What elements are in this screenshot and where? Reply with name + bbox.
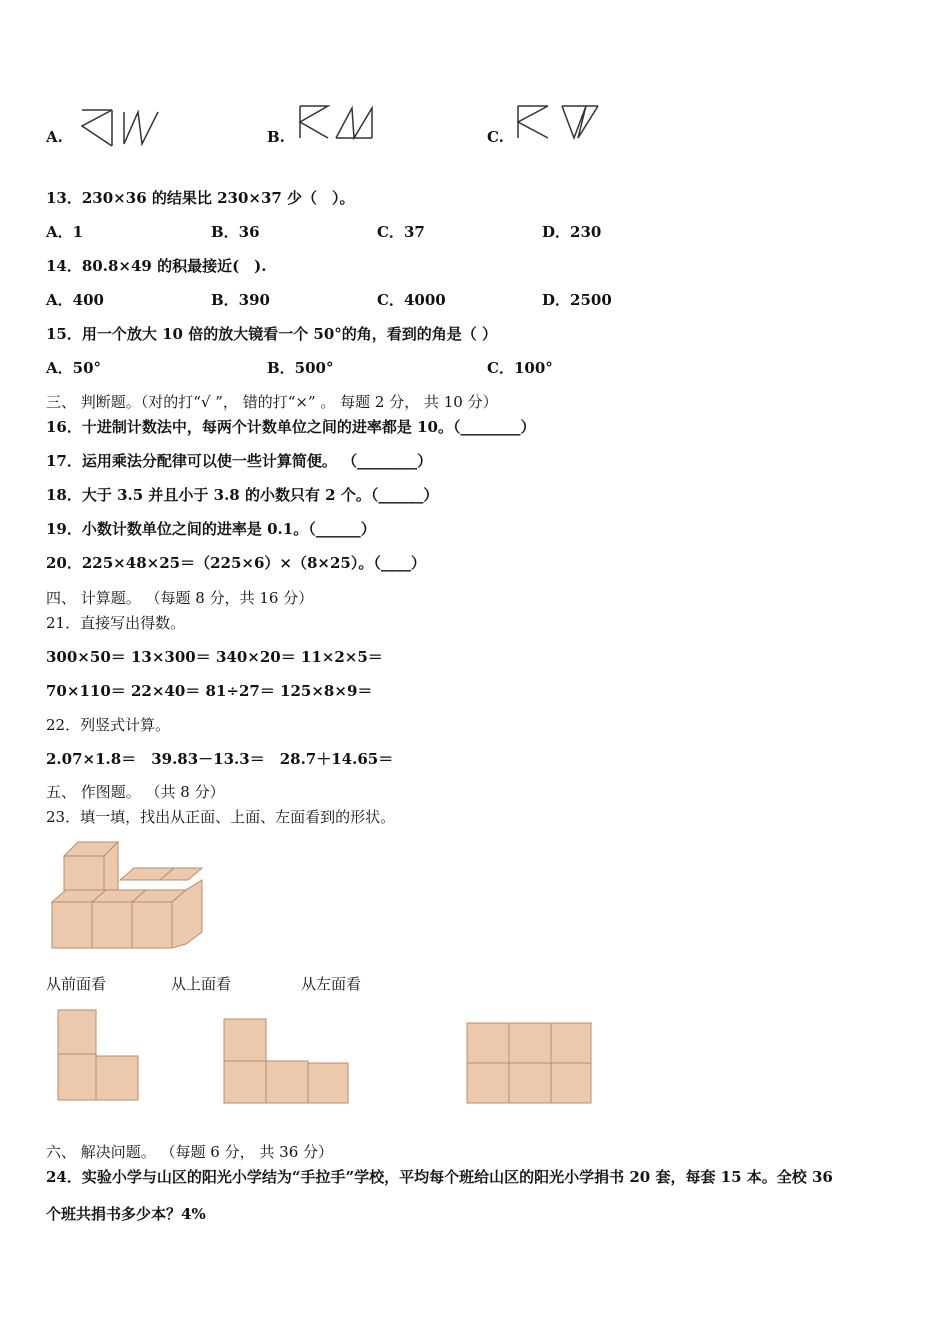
q15-option-b: B．500° [267,359,334,377]
triangle-zigzag-figure-c [516,104,601,144]
option-a-label: A. [46,128,63,146]
cube-stack-figure [50,840,210,952]
view-figure-3 [465,1021,595,1105]
section-4-title: 四、 计算题。 （每题 8 分，共 16 分） [46,589,314,607]
view-label-left: 从左面看 [301,975,362,993]
question-19: 19．小数计数单位之间的进率是 0.1。（______） [46,520,376,538]
question-23: 23．填一填，找出从正面、上面、左面看到的形状。 [46,808,396,826]
view-label-top: 从上面看 [171,975,232,993]
question-15: 15．用一个放大 10 倍的放大镜看一个 50°的角，看到的角是（ ） [46,325,498,343]
q21-row-1: 300×50＝ 13×300＝ 340×20＝ 11×2×5＝ [46,648,383,666]
question-14: 14．80.8×49 的积最接近( ). [46,257,267,275]
question-13: 13．230×36 的结果比 230×37 少（ ）。 [46,189,355,207]
question-22: 22．列竖式计算。 [46,716,171,734]
view-figure-2 [222,1017,352,1105]
q15-option-c: C．100° [487,359,553,377]
q14-option-d: D．2500 [542,291,612,309]
q22-row: 2.07×1.8＝ 39.83－13.3＝ 28.7＋14.65＝ [46,750,394,768]
view-figure-1 [56,1008,142,1102]
question-24-line-2: 个班共捐书多少本？4% [46,1205,206,1223]
q13-option-c: C．37 [377,223,425,241]
triangle-zigzag-figure-a [80,108,165,150]
q15-option-a: A．50° [46,359,102,377]
section-6-title: 六、 解决问题。 （每题 6 分， 共 36 分） [46,1143,334,1161]
question-17: 17．运用乘法分配律可以使一些计算简便。 （________） [46,452,433,470]
question-18: 18．大于 3.5 并且小于 3.8 的小数只有 2 个。（______） [46,486,439,504]
view-label-front: 从前面看 [46,975,107,993]
section-5-title: 五、 作图题。 （共 8 分） [46,783,225,801]
option-b-label: B. [267,128,285,146]
question-24-line-1: 24．实验小学与山区的阳光小学结为“手拉手”学校，平均每个班给山区的阳光小学捐书 20 套，每套 15 本。全校 36 [46,1168,833,1186]
q21-row-2: 70×110＝ 22×40＝ 81÷27＝ 125×8×9＝ [46,682,373,700]
question-20: 20．225×48×25＝（225×6）×（8×25）。（____） [46,554,426,572]
option-c-label: C. [487,128,504,146]
question-21: 21．直接写出得数。 [46,614,186,632]
q14-option-b: B．390 [211,291,270,309]
section-3-title: 三、 判断题。（对的打“√ ”， 错的打“×” 。 每题 2 分， 共 10 分） [46,393,498,411]
q13-option-a: A．1 [46,223,84,241]
q13-option-d: D．230 [542,223,602,241]
q14-option-c: C．4000 [377,291,446,309]
triangle-zigzag-figure-b [298,104,378,144]
q14-option-a: A．400 [46,291,104,309]
question-16: 16．十进制计数法中，每两个计数单位之间的进率都是 10。（________） [46,418,536,436]
q13-option-b: B．36 [211,223,260,241]
